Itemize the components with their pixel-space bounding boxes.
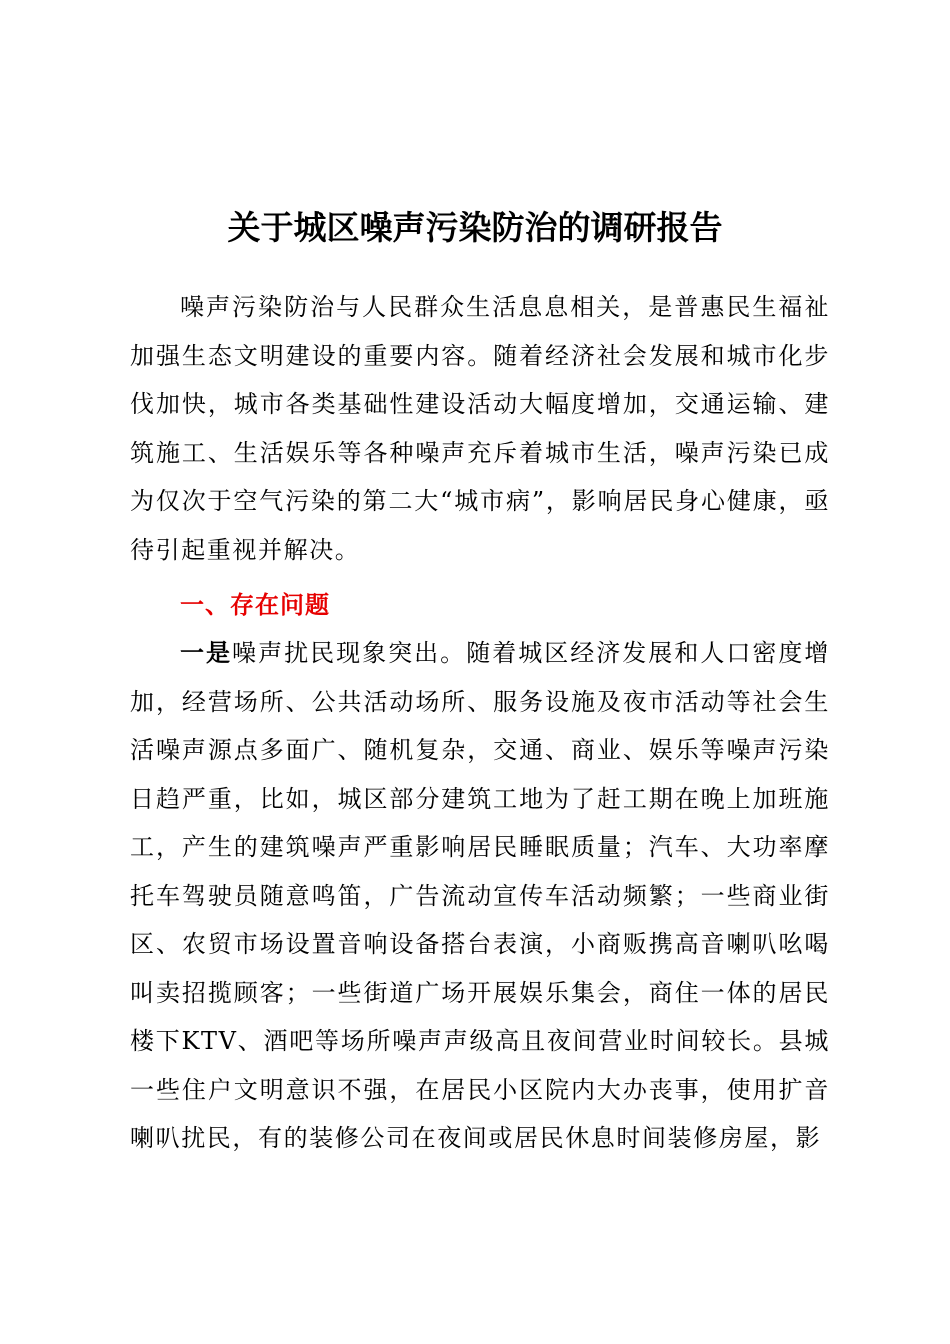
section-heading-problems: 一、存在问题 bbox=[180, 591, 330, 619]
problem-paragraph-first bbox=[130, 629, 830, 1163]
problem-lead-label: 一是 bbox=[180, 639, 233, 667]
problem-paragraph-text: 噪声扰民现象突出。随着城区经济发展和人口密度增加，经营场所、公共活动场所、服务设施及夜市活动等社会生活噪声源点多面广、随机复杂，交通、商业、娱乐等噪声污染日趋严重，比如，城区部分建筑工地为了赶工期在晚上加班施工，产生的建筑噪声严重影响居民睡眠质量；汽车、大功率摩托车驾驶员随意鸣笛，广告流动宣传车活动频繁；一些商业街区、农贸市场设置音响设备搭台表演，小商贩携高音喇叭吆喝叫卖招揽顾客；一些街道广场开展娱乐集会，商住一体的居民楼下KTV、酒吧等场所噪声声级高且夜间营业时间较长。县城一些住户文明意识不强，在居民小区院内大办丧事，使用扩音喇叭扰民，有的装修公司在夜间或居民休息时间装修房屋，影 bbox=[130, 639, 830, 1152]
document-title: 关于城区噪声污染防治的调研报告 bbox=[227, 208, 723, 247]
intro-paragraph: 噪声污染防治与人民群众生活息息相关，是普惠民生福祉加强生态文明建设的重要内容。随着经济社会发展和城市化步伐加快，城市各类基础性建设活动大幅度增加，交通运输、建筑施工、生活娱乐等各种噪声充斥着城市生活，噪声污染已成为仅次于空气污染的第二大“城市病”，影响居民身心健康，亟待引起重视并解决。 bbox=[130, 293, 830, 564]
